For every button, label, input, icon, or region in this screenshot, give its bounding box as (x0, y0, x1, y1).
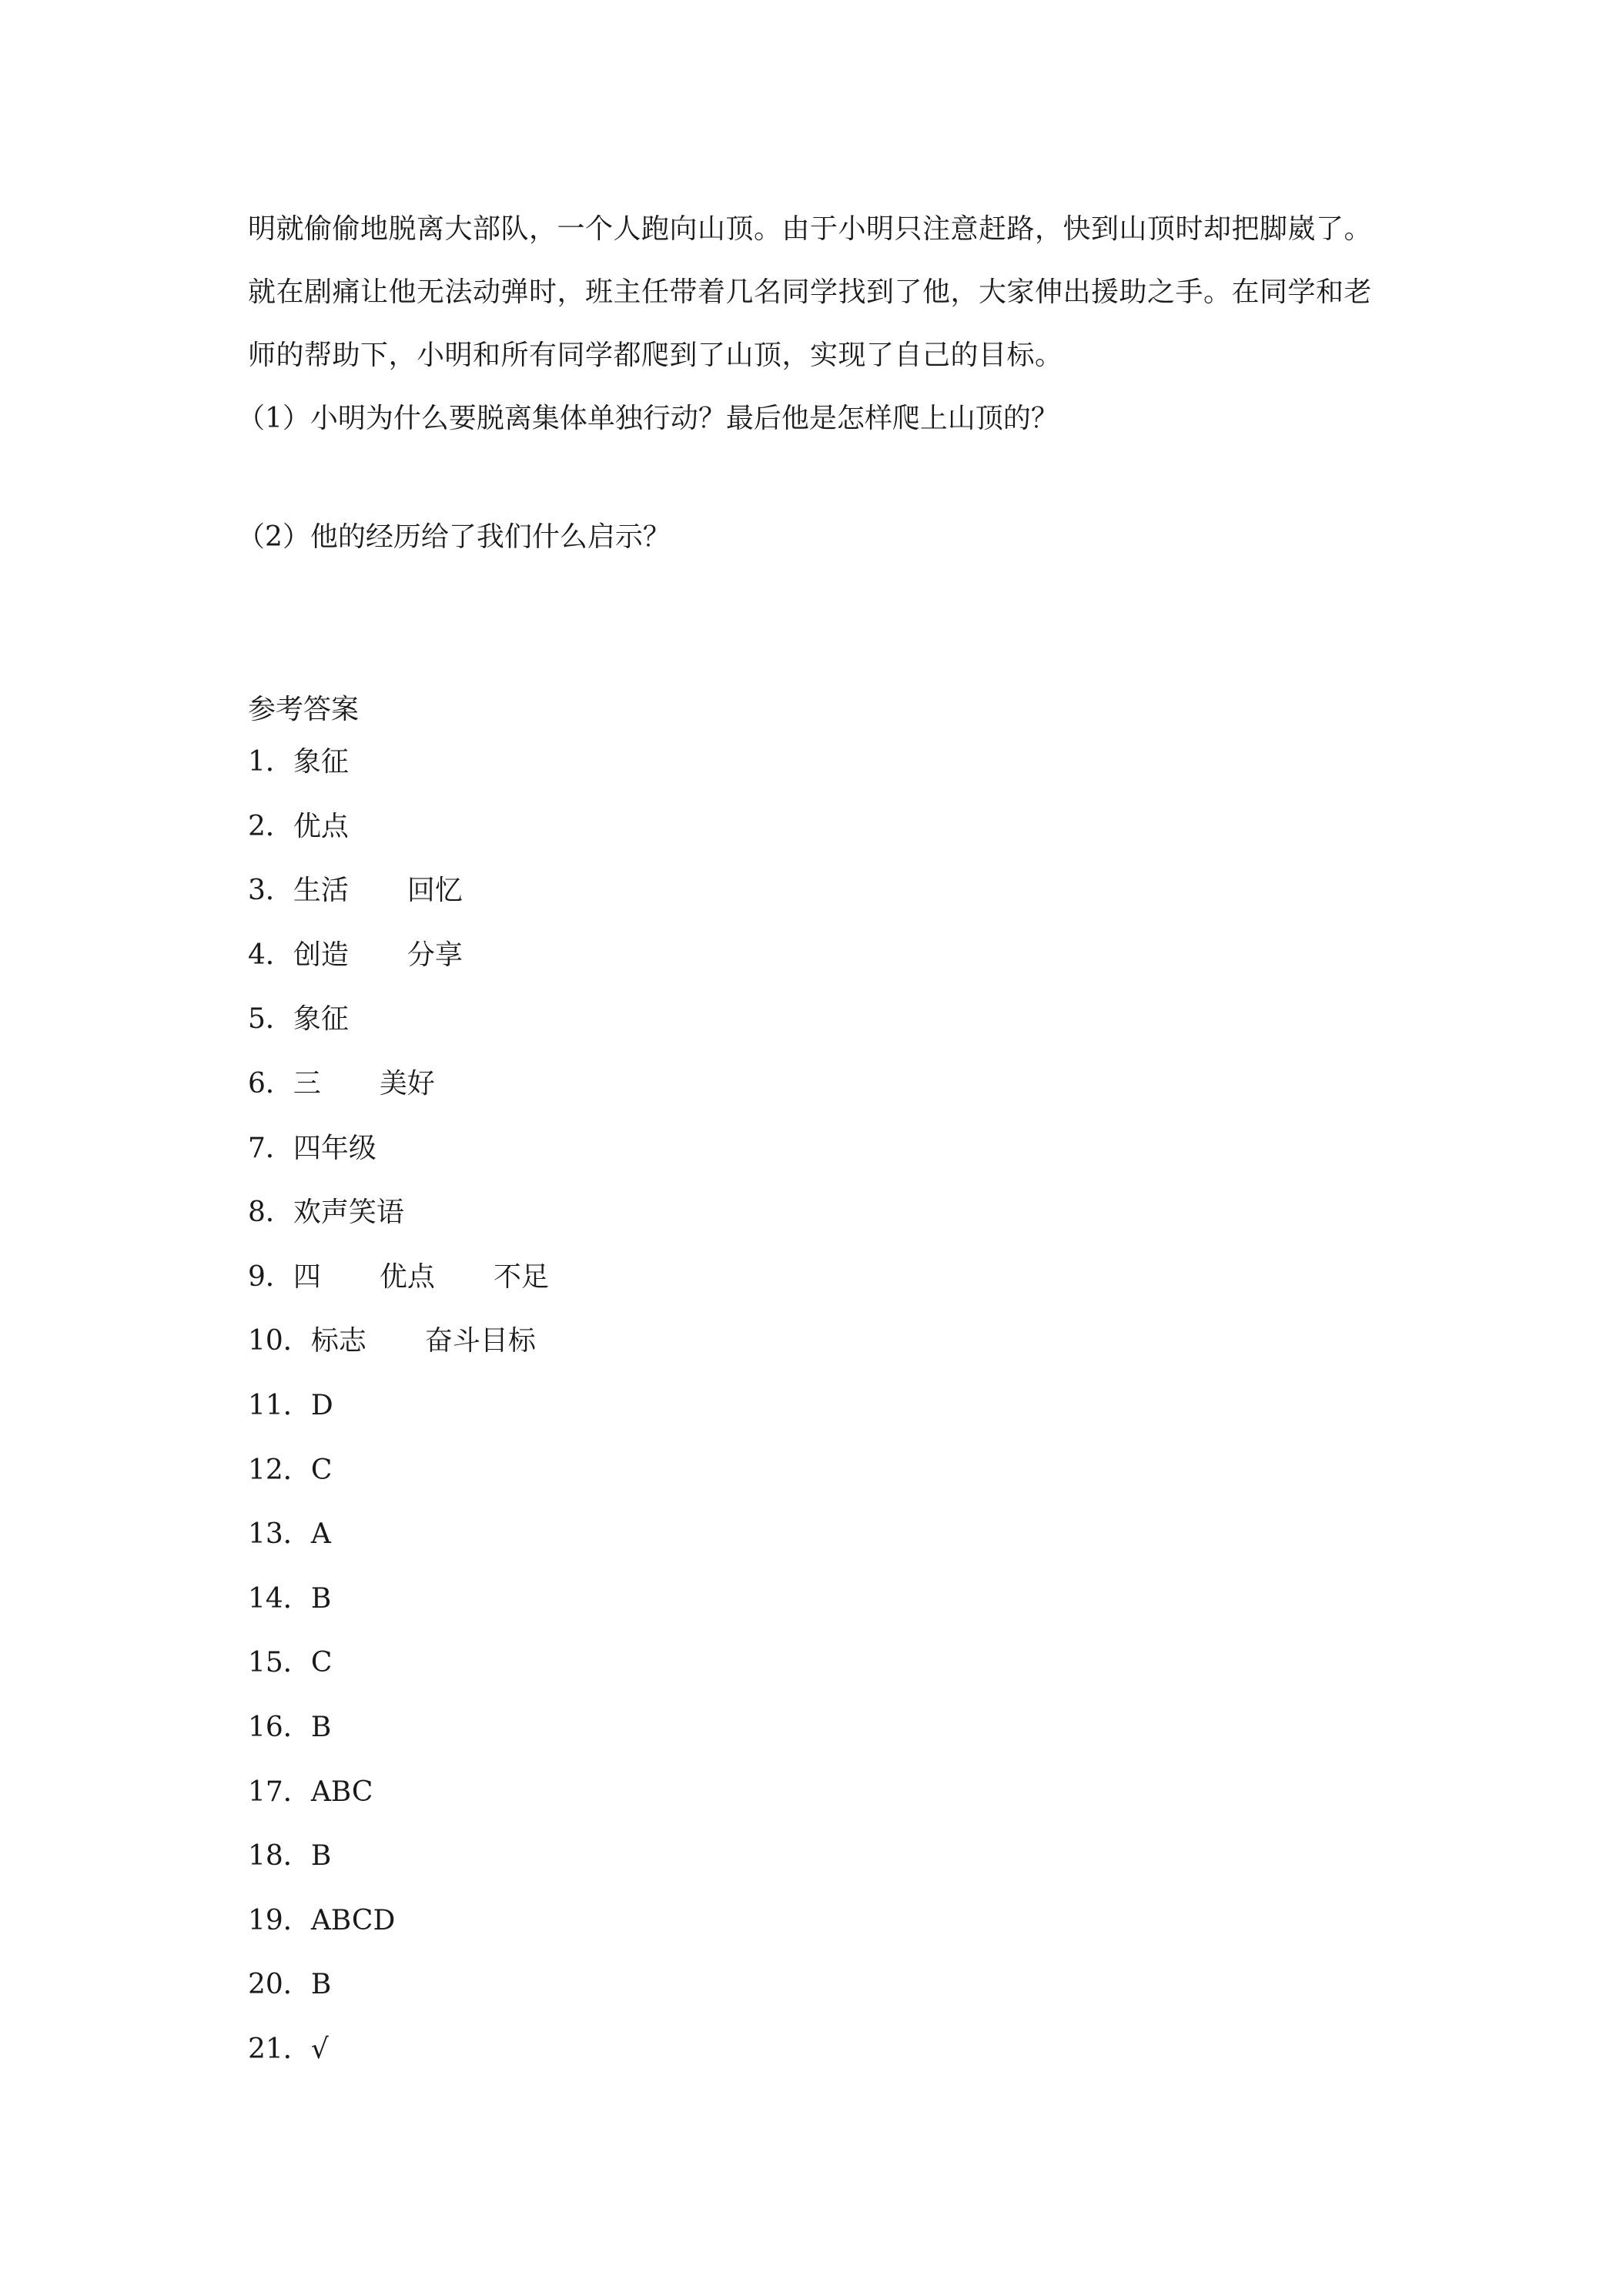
answer-text: C (310, 1454, 333, 1486)
answer-number: 9． (248, 1260, 293, 1293)
answer-item (248, 1518, 549, 1582)
answer-item (248, 1646, 549, 1711)
answer-text: D (310, 1389, 333, 1421)
answer-item (248, 1002, 549, 1067)
answer-text: 优点 (379, 1260, 435, 1293)
answer-item (248, 1968, 549, 2033)
answer-text: √ (310, 2033, 329, 2065)
answers-heading: 参考答案 (248, 694, 360, 725)
answer-text: 奋斗目标 (424, 1325, 536, 1357)
answer-text: 优点 (293, 810, 349, 842)
answer-text: 分享 (407, 939, 463, 971)
answer-number: 8． (248, 1197, 293, 1229)
answer-number: 14． (248, 1582, 311, 1615)
answer-number: 16． (248, 1711, 311, 1743)
answer-text: ABC (310, 1776, 373, 1808)
answer-text: 四年级 (293, 1132, 376, 1164)
answer-text: 生活 (293, 875, 349, 907)
answer-item (248, 1389, 549, 1454)
answer-text: B (310, 1711, 332, 1743)
answer-list (248, 745, 549, 2097)
question-1: （1）小明为什么要脱离集体单独行动？最后他是怎样爬上山顶的？ (237, 403, 1059, 434)
answer-item (248, 1904, 549, 1969)
answer-number: 19． (248, 1904, 311, 1936)
answer-item (248, 810, 549, 875)
answer-number: 17． (248, 1776, 311, 1808)
answer-text: B (310, 1582, 332, 1615)
answer-number: 7． (248, 1132, 293, 1164)
passage-line-2: 就在剧痛让他无法动弹时，班主任带着几名同学找到了他，大家伸出援助之手。在同学和老 (248, 276, 1373, 308)
answer-item (248, 939, 549, 1003)
passage-line-1: 明就偷偷地脱离大部队，一个人跑向山顶。由于小明只注意赶路，快到山顶时却把脚崴了。 (248, 213, 1373, 245)
answer-text: 美好 (379, 1067, 435, 1099)
answer-item (248, 1067, 549, 1132)
answer-number: 18． (248, 1840, 311, 1873)
answer-number: 4． (248, 939, 293, 971)
answer-text: 不足 (493, 1260, 549, 1293)
answer-number: 11． (248, 1389, 311, 1421)
answer-number: 13． (248, 1518, 311, 1551)
answer-item (248, 1454, 549, 1518)
answer-number: 2． (248, 810, 293, 842)
answer-number: 10． (248, 1325, 311, 1357)
answer-text: 创造 (293, 939, 349, 971)
answer-item (248, 2033, 549, 2097)
answer-number: 6． (248, 1067, 293, 1099)
answer-item (248, 1260, 549, 1325)
answer-text: B (310, 1840, 332, 1873)
answer-item (248, 1839, 549, 1904)
answer-number: 3． (248, 875, 293, 907)
question-2: （2）他的经历给了我们什么启示？ (237, 521, 671, 553)
answer-text: 标志 (310, 1325, 366, 1357)
answer-text: 三 (293, 1067, 321, 1099)
answer-text: A (310, 1518, 331, 1551)
answer-text: B (310, 1969, 332, 2001)
answer-number: 15． (248, 1647, 311, 1679)
answer-number: 21． (248, 2033, 311, 2065)
answer-text: C (310, 1647, 333, 1679)
answer-text: 四 (293, 1260, 321, 1293)
answer-number: 20． (248, 1969, 311, 2001)
answer-number: 1． (248, 746, 293, 778)
answer-text: 象征 (293, 1003, 349, 1036)
answer-item (248, 1711, 549, 1776)
answer-item (248, 745, 549, 810)
answer-number: 5． (248, 1003, 293, 1036)
answer-item (248, 1132, 549, 1197)
answer-item (248, 1196, 549, 1260)
answer-text: ABCD (310, 1904, 396, 1936)
answer-text: 回忆 (407, 875, 463, 907)
answer-text: 象征 (293, 746, 349, 778)
answer-number: 12． (248, 1454, 311, 1486)
passage-line-3: 师的帮助下，小明和所有同学都爬到了山顶，实现了自己的目标。 (248, 340, 1063, 371)
answer-item (248, 874, 549, 939)
answer-text: 欢声笑语 (293, 1197, 404, 1229)
answer-item (248, 1582, 549, 1647)
answer-item (248, 1324, 549, 1389)
answer-item (248, 1776, 549, 1840)
